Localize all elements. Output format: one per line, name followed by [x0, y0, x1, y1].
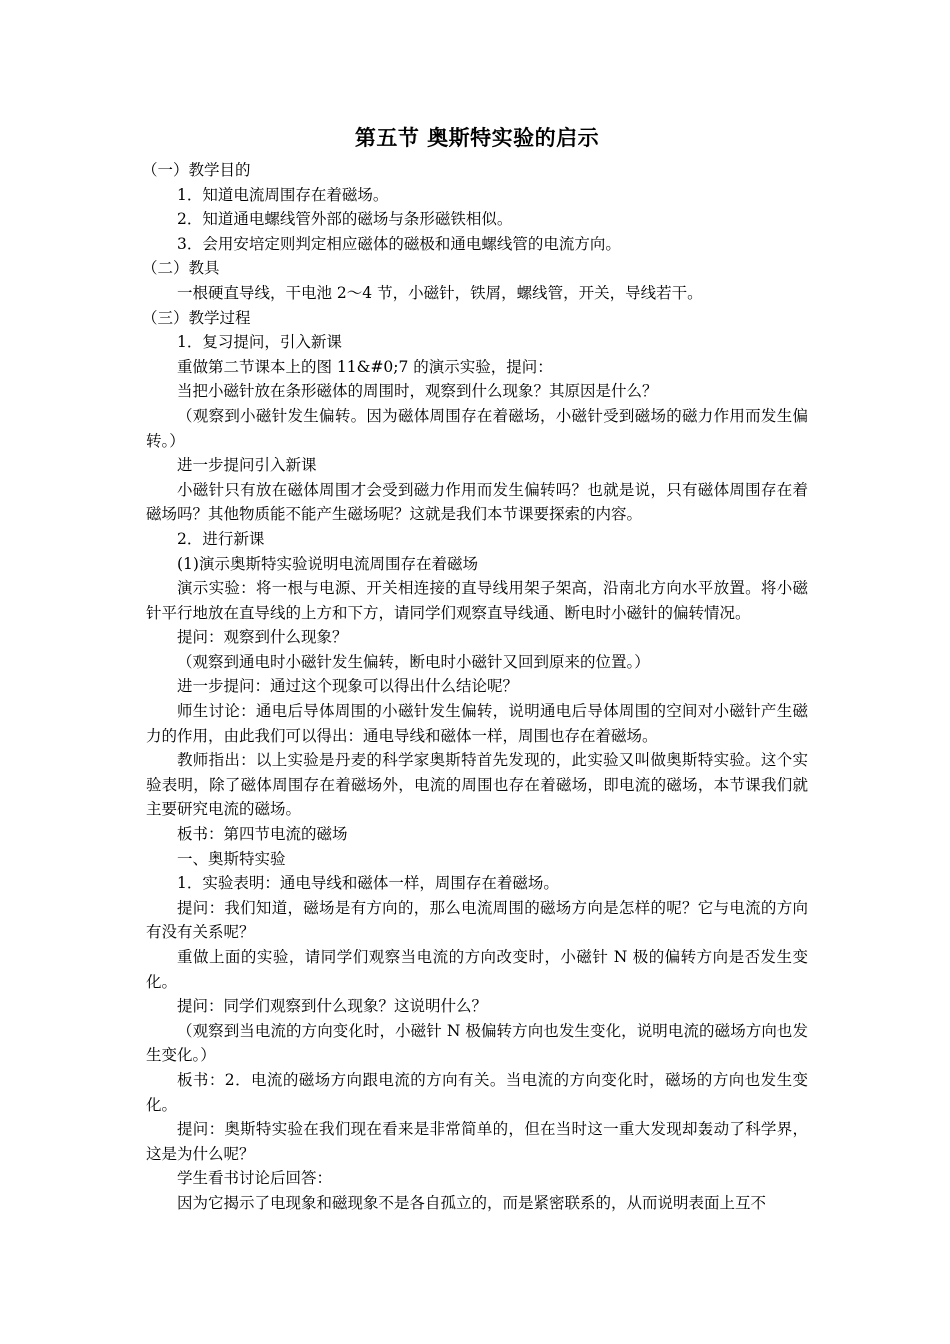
body-paragraph: 一、奥斯特实验: [177, 849, 286, 868]
body-paragraph: 1．知道电流周围存在着磁场。: [177, 185, 389, 204]
section-heading: （二）教具: [142, 259, 220, 278]
body-paragraph: (1)演示奥斯特实验说明电流周围存在着磁场: [177, 554, 478, 573]
body-paragraph: 提问：观察到什么现象？: [177, 628, 348, 647]
body-paragraph: 教师指出：以上实验是丹麦的科学家奥斯特首先发现的，此实验又叫做奥斯特实验。这个实验表明，除了磁体周围存在着磁场外，电流的周围也存在着磁场，即电流的磁场，本节课我们就主要研究电流的磁场。: [146, 751, 808, 819]
body-paragraph: 提问：我们知道，磁场是有方向的，那么电流周围的磁场方向是怎样的呢？它与电流的方向有没有关系呢？: [146, 898, 808, 942]
body-paragraph: 3．会用安培定则判定相应磁体的磁极和通电螺线管的电流方向。: [177, 234, 621, 253]
body-paragraph: 小磁针只有放在磁体周围才会受到磁力作用而发生偏转吗？也就是说，只有磁体周围存在着磁场吗？其他物质能不能产生磁场呢？这就是我们本节课要探索的内容。: [146, 480, 808, 524]
body-paragraph: （观察到当电流的方向变化时，小磁针 N 极偏转方向也发生变化，说明电流的磁场方向也发生变化。）: [146, 1021, 808, 1065]
body-paragraph: 重做上面的实验，请同学们观察当电流的方向改变时，小磁针 N 极的偏转方向是否发生变化。: [146, 948, 808, 991]
section-heading: （一）教学目的: [142, 161, 251, 179]
document-title: 第五节 奥斯特实验的启示: [354, 125, 600, 150]
body-paragraph: 当把小磁针放在条形磁体的周围时，观察到什么现象？其原因是什么？: [177, 382, 658, 401]
body-paragraph: 学生看书讨论后回答：: [177, 1169, 333, 1188]
body-paragraph: （观察到小磁针发生偏转。因为磁体周围存在着磁场，小磁针受到磁场的磁力作用而发生偏转。）: [146, 406, 808, 450]
body-paragraph: 因为它揭示了电现象和磁现象不是各自孤立的，而是紧密联系的，从而说明表面上互不: [177, 1193, 767, 1212]
body-paragraph: 1．实验表明：通电导线和磁体一样，周围存在着磁场。: [177, 874, 559, 893]
body-paragraph: 一根硬直导线，干电池 2～4 节，小磁针，铁屑，螺线管，开关，导线若干。: [177, 283, 703, 302]
document-page: [142, 120, 808, 1216]
body-paragraph: 板书：第四节电流的磁场: [177, 825, 348, 844]
body-paragraph: 演示实验：将一根与电源、开关相连接的直导线用架子架高，沿南北方向水平放置。将小磁针平行地放在直导线的上方和下方，请同学们观察直导线通、断电时小磁针的偏转情况。: [146, 579, 808, 622]
body-paragraph: 提问：奥斯特实验在我们现在看来是非常简单的，但在当时这一重大发现却轰动了科学界，这是为什么呢？: [146, 1120, 808, 1163]
body-paragraph: 师生讨论：通电后导体周围的小磁针发生偏转，说明通电后导体周围的空间对小磁针产生磁力的作用，由此我们可以得出：通电导线和磁体一样，周围也存在着磁场。: [146, 702, 808, 745]
body-paragraph: （观察到通电时小磁针发生偏转，断电时小磁针又回到原来的位置。）: [177, 652, 650, 671]
body-paragraph: 板书：2．电流的磁场方向跟电流的方向有关。当电流的方向变化时，磁场的方向也发生变化。: [146, 1070, 808, 1114]
body-paragraph: 重做第二节课本上的图 11&#0;7 的演示实验，提问：: [177, 357, 553, 376]
document-body: [142, 158, 808, 1216]
body-paragraph: 提问：同学们观察到什么现象？这说明什么？: [177, 997, 488, 1016]
body-paragraph: 2．进行新课: [177, 529, 265, 548]
body-paragraph: 1．复习提问，引入新课: [177, 333, 342, 352]
body-paragraph: 2．知道通电螺线管外部的磁场与条形磁铁相似。: [177, 210, 513, 229]
body-paragraph: 进一步提问引入新课: [177, 456, 317, 475]
section-heading: （三）教学过程: [142, 308, 251, 327]
body-paragraph: 进一步提问：通过这个现象可以得出什么结论呢？: [177, 677, 519, 696]
